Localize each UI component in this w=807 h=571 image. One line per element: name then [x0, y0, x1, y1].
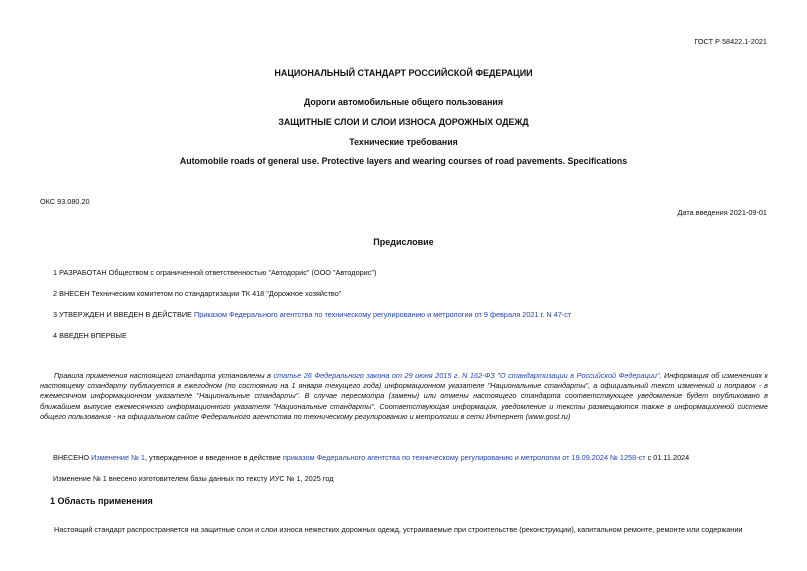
title-line-3: Технические требования	[349, 137, 458, 147]
preface-heading: Предисловие	[373, 237, 434, 247]
amendment-note: Изменение № 1 внесено изготовителем базы данных по тексту ИУС № 1, 2025 год	[53, 474, 334, 483]
order-link[interactable]: Приказом Федерального агентства по техническому регулированию и метрологии от 9 февраля 2021 г. N 47-ст	[193, 310, 572, 319]
section-1-text: Настоящий стандарт распространяется на защитные слои и слои износа нежестких дорожных одежд, устраиваемые при строительстве (реконструкции), капитальном ремонте, ремонте или содержании	[54, 525, 743, 534]
rules-text-part-1: Правила применения настоящего стандарта установлены в	[54, 371, 274, 380]
amendment-link[interactable]: Изменение № 1	[91, 453, 145, 462]
title-line-2: ЗАЩИТНЫЕ СЛОИ И СЛОИ ИЗНОСА ДОРОЖНЫХ ОДЕЖД	[278, 117, 529, 127]
document-code: ГОСТ Р 58422.1-2021	[694, 37, 767, 46]
amendment-middle: , утвержденное и введенное в действие	[144, 453, 283, 462]
rules-paragraph	[40, 371, 768, 422]
section-1-heading: 1 Область применения	[50, 496, 153, 506]
amendment-line	[53, 453, 689, 462]
federal-law-link[interactable]: статье 26 Федерального закона от 29 июня 2015 г. N 162-ФЗ "О стандартизации в Российской Федерации"	[273, 371, 660, 380]
oks-code: ОКС 93.080.20	[40, 197, 90, 206]
preface-item-3-prefix: 3 УТВЕРЖДЕН И ВВЕДЕН В ДЕЙСТВИЕ	[53, 310, 194, 319]
preface-item-3	[53, 310, 571, 319]
title-line-1: Дороги автомобильные общего пользования	[304, 97, 503, 107]
preface-item-2: 2 ВНЕСЕН Техническим комитетом по стандартизации ТК 418 "Дорожное хозяйство"	[53, 289, 342, 298]
introduction-date: Дата введения 2021-09-01	[677, 208, 767, 217]
preface-item-4: 4 ВВЕДЕН ВПЕРВЫЕ	[53, 331, 127, 340]
english-title: Automobile roads of general use. Protective layers and wearing courses of road pavements. Specifications	[179, 156, 628, 166]
rules-text-part-2: . Информация об изменениях к настоящему стандарту публикуется в ежегодном (по состоянию на 1 января текущего года) информационном указателе "Национальные стандарты", а официальный текст изменений и поправок - в ежемесячном информационном указателе "Национальные стандарты". В случае пересмотра (замены) или отмены настоящего стандарта соответствующее уведомление будет опубликовано в ближайшем выпуске ежемесячного информационного указателя "Национальные стандарты". Соответствующая информация, уведомление и тексты размещаются также в информационной системе общего пользования - на официальном сайте Федерального агентства по техническому регулированию и метрологии в сети Интернет (www.gost.ru)	[40, 371, 768, 421]
amendment-prefix: ВНЕСЕНО	[53, 453, 92, 462]
amendment-suffix: с 01.11.2024	[645, 453, 690, 462]
preface-item-1: 1 РАЗРАБОТАН Обществом с ограниченной ответственностью "Автодорис" (ООО "Автодорис")	[53, 268, 377, 277]
standard-type-title: НАЦИОНАЛЬНЫЙ СТАНДАРТ РОССИЙСКОЙ ФЕДЕРАЦИИ	[274, 68, 533, 78]
amendment-order-link[interactable]: приказом Федерального агентства по техническому регулированию и метрологии от 19.09.2024 № 1258-ст	[282, 453, 646, 462]
